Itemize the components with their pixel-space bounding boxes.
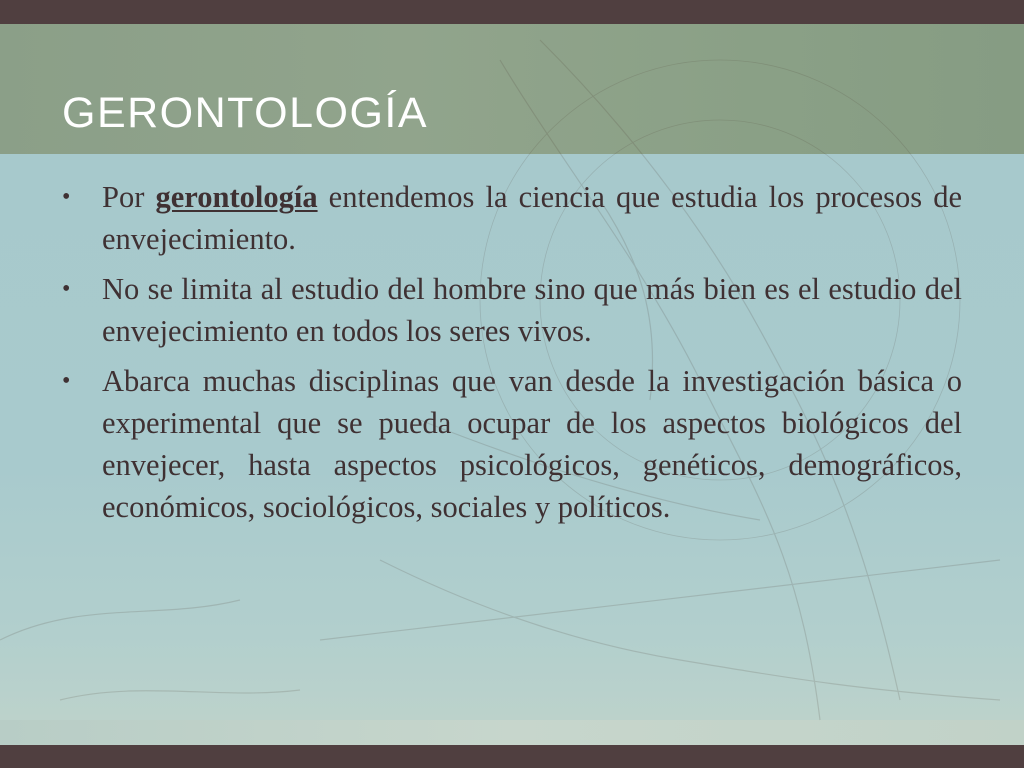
bullet-item-3 [62,360,962,528]
bullet-item-2 [62,268,962,352]
bullet-text-suffix: entendemos la ciencia que estudia los procesos de envejecimiento. [102,180,962,256]
emphasized-term: gerontología [155,180,318,214]
bullet-dot-icon: • [62,276,71,302]
bottom-frame-bar [0,745,1024,768]
bullet-text-prefix: Por [102,180,156,214]
slide-title: GERONTOLOGÍA [62,89,429,137]
top-frame-bar [0,0,1024,24]
bullet-dot-icon: • [62,368,71,394]
bullet-text: No se limita al estudio del hombre sino que más bien es el estudio del envejecimiento en todos los seres vivos. [102,272,962,348]
bullet-dot-icon: • [62,184,71,210]
bullet-item-1 [62,176,962,260]
bullet-text: Abarca muchas disciplinas que van desde la investigación básica o experimental que se pueda ocupar de los aspectos biológicos del envejecer, hasta aspectos psicológicos, genéticos, demográficos, económicos, sociológicos, sociales y políticos. [102,364,962,524]
bullet-list [62,176,962,536]
footer-band [0,720,1024,745]
